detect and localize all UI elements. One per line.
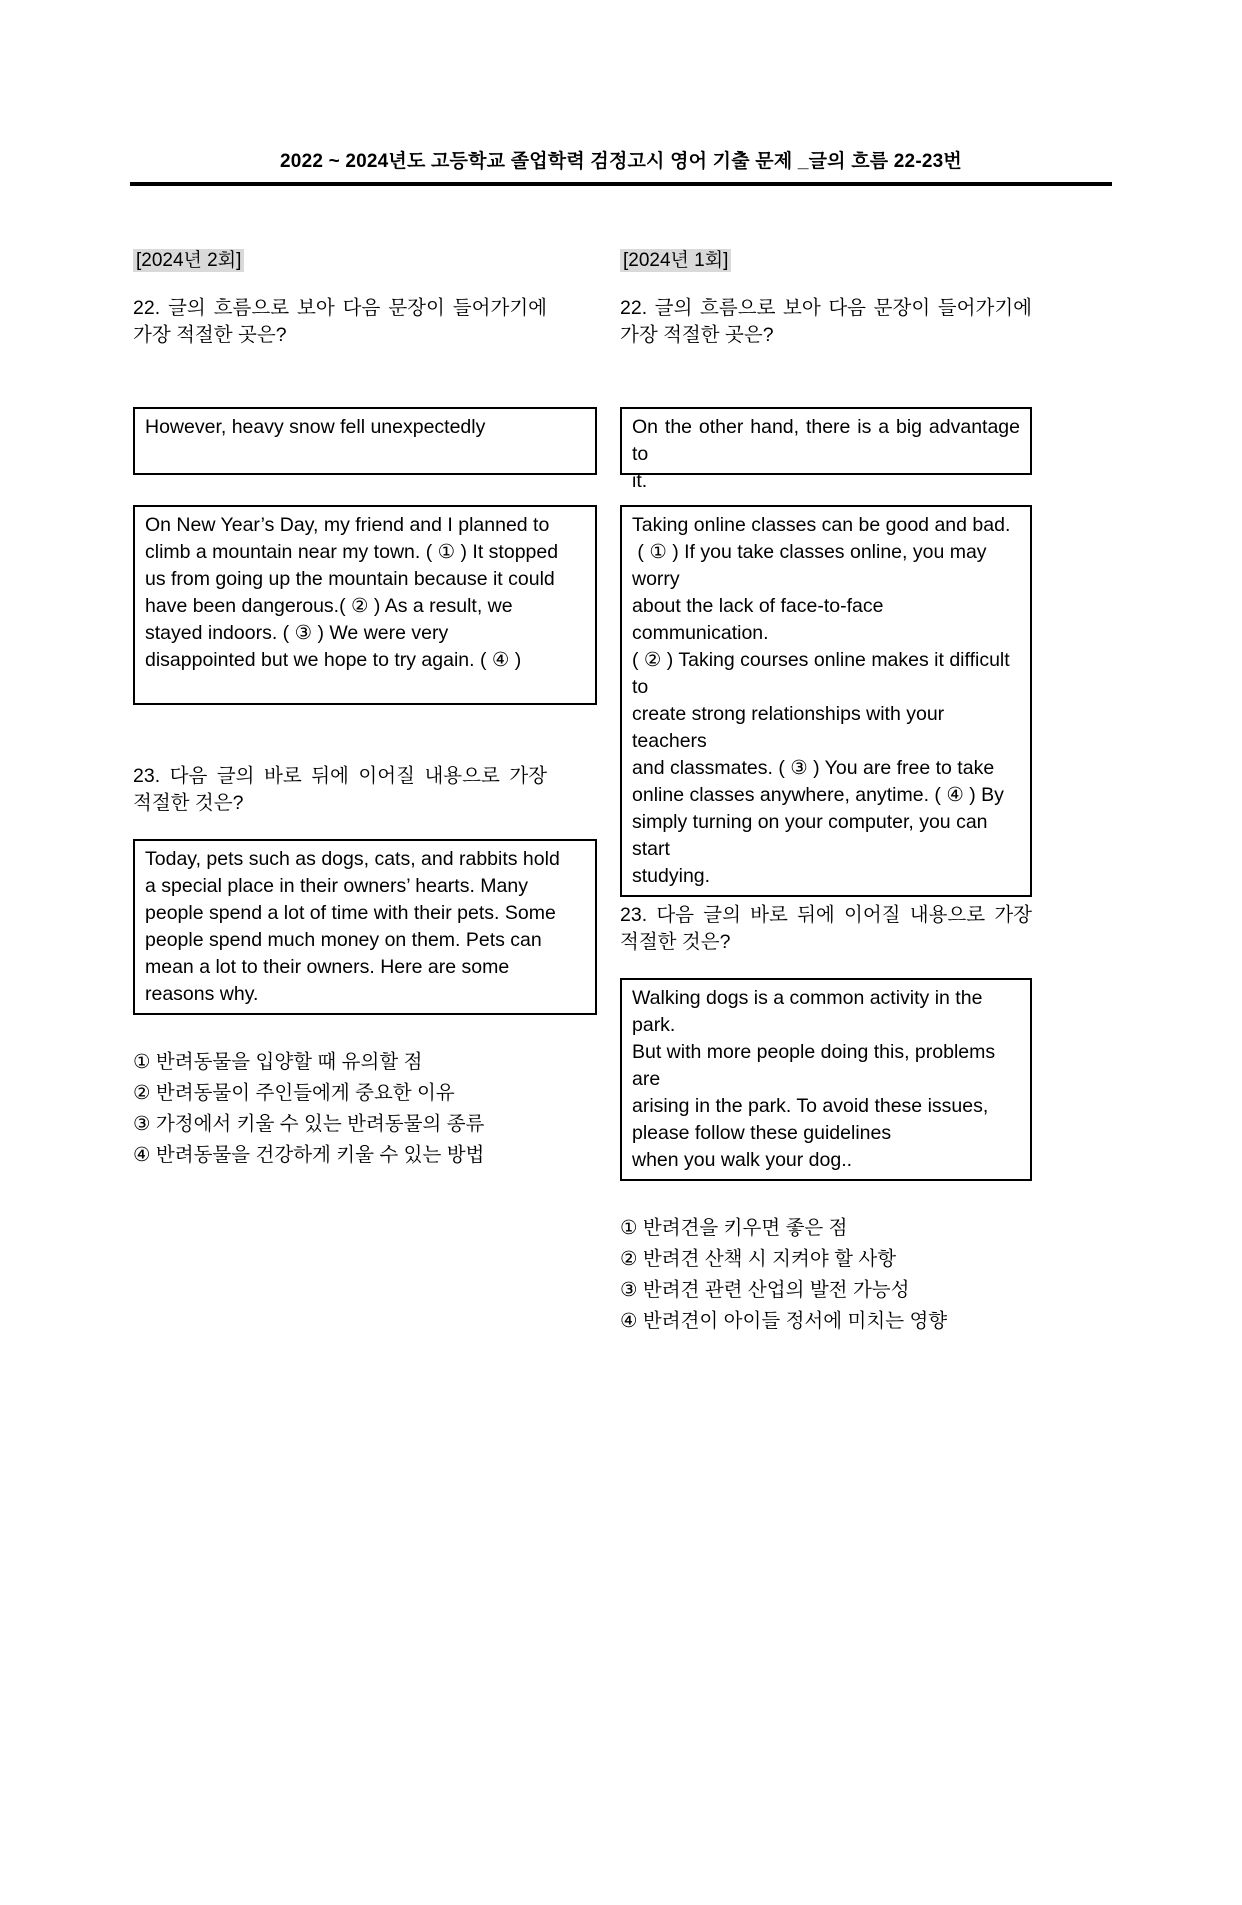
passage-line: ( ① ) If you take classes online, you may worry xyxy=(632,541,992,590)
question-22-passage-box xyxy=(133,505,597,705)
question-23-text xyxy=(133,763,547,817)
question-text-line: 22. 글의 흐름으로 보아 다음 문장이 들어가기에 xyxy=(620,297,1032,319)
question-text-line: 적절한 것은? xyxy=(133,792,244,814)
question-text-line: 23. 다음 글의 바로 뒤에 이어질 내용으로 가장 xyxy=(620,904,1032,926)
answer-option: ③ 가정에서 키울 수 있는 반려동물의 종류 xyxy=(133,1113,485,1135)
answer-option: ① 반려견을 키우면 좋은 점 xyxy=(620,1217,848,1239)
page-header xyxy=(130,150,1112,186)
question-text-line: 적절한 것은? xyxy=(620,931,731,953)
header-rule xyxy=(130,182,1112,186)
question-23-answer-options xyxy=(133,1047,597,1171)
document-title: 2022 ~ 2024년도 고등학교 졸업학력 검정고시 영어 기출 문제 _글의 흐름 22-23번 xyxy=(280,151,962,172)
question-22-text xyxy=(133,295,547,349)
question-23-text xyxy=(620,902,1032,956)
answer-option: ④ 반려동물을 건강하게 키울 수 있는 방법 xyxy=(133,1144,485,1166)
passage-line: climb a mountain near my town. ( ① ) It stopped xyxy=(145,541,559,563)
question-23-passage-box xyxy=(133,839,597,1015)
two-column-content xyxy=(133,248,1242,1337)
passage-line: Walking dogs is a common activity in the park. xyxy=(632,987,988,1036)
passage-line: Taking online classes can be good and bad. xyxy=(632,514,1011,536)
answer-option: ② 반려동물이 주인들에게 중요한 이유 xyxy=(133,1082,455,1104)
answer-option: ④ 반려견이 아이들 정서에 미치는 영향 xyxy=(620,1310,948,1332)
passage-line: a special place in their owners’ hearts. Many xyxy=(145,875,528,897)
question-22-insert-sentence-box xyxy=(133,407,597,475)
passage-line: Today, pets such as dogs, cats, and rabbits hold xyxy=(145,848,560,870)
passage-line: stayed indoors. ( ③ ) We were very xyxy=(145,622,449,644)
passage-line: people spend a lot of time with their pets. Some xyxy=(145,902,556,924)
question-23-answer-options xyxy=(620,1213,1032,1337)
passage-line: please follow these guidelines xyxy=(632,1122,892,1144)
sentence-line: On the other hand, there is a big advantage to xyxy=(632,416,1026,465)
passage-line: about the lack of face-to-face communication. xyxy=(632,595,889,644)
question-text-line: 22. 글의 흐름으로 보아 다음 문장이 들어가기에 xyxy=(133,297,547,319)
question-23-passage-box xyxy=(620,978,1032,1181)
question-22-text xyxy=(620,295,1032,349)
exam-column-2024-session2 xyxy=(133,248,597,1337)
exam-session-label: [2024년 1회] xyxy=(620,249,731,272)
passage-line: have been dangerous.( ② ) As a result, we xyxy=(145,595,513,617)
question-22-passage-box xyxy=(620,505,1032,897)
exam-label-row xyxy=(133,248,597,275)
passage-line: disappointed but we hope to try again. ( ④ ) xyxy=(145,649,522,671)
passage-line: studying. xyxy=(632,865,711,887)
passage-line: reasons why. xyxy=(145,983,259,1005)
passage-line: ( ② ) Taking courses online makes it difficult to xyxy=(632,649,1016,698)
passage-line: arising in the park. To avoid these issues, xyxy=(632,1095,989,1117)
answer-option: ② 반려견 산책 시 지켜야 할 사항 xyxy=(620,1248,897,1270)
question-text-line: 가장 적절한 곳은? xyxy=(133,324,287,346)
answer-option: ③ 반려견 관련 산업의 발전 가능성 xyxy=(620,1279,910,1301)
exam-column-2024-session1 xyxy=(620,248,1032,1337)
passage-line: people spend much money on them. Pets can xyxy=(145,929,542,951)
question-22-insert-sentence-box xyxy=(620,407,1032,492)
passage-line: But with more people doing this, problems are xyxy=(632,1041,1001,1090)
passage-line: On New Year’s Day, my friend and I planned to xyxy=(145,514,550,536)
sentence-line: However, heavy snow fell unexpectedly xyxy=(145,416,486,438)
sentence-line: it. xyxy=(632,470,648,492)
question-text-line: 23. 다음 글의 바로 뒤에 이어질 내용으로 가장 xyxy=(133,765,547,787)
answer-option: ① 반려동물을 입양할 때 유의할 점 xyxy=(133,1051,423,1073)
question-text-line: 가장 적절한 곳은? xyxy=(620,324,774,346)
passage-line: and classmates. ( ③ ) You are free to take xyxy=(632,757,995,779)
passage-line: online classes anywhere, anytime. ( ④ ) By xyxy=(632,784,1004,806)
passage-line: mean a lot to their owners. Here are some xyxy=(145,956,510,978)
passage-line: us from going up the mountain because it could xyxy=(145,568,555,590)
passage-line: create strong relationships with your teachers xyxy=(632,703,950,752)
exam-session-label: [2024년 2회] xyxy=(133,249,244,272)
exam-label-row xyxy=(620,248,1032,275)
passage-line: simply turning on your computer, you can start xyxy=(632,811,993,860)
passage-line: when you walk your dog.. xyxy=(632,1149,853,1171)
